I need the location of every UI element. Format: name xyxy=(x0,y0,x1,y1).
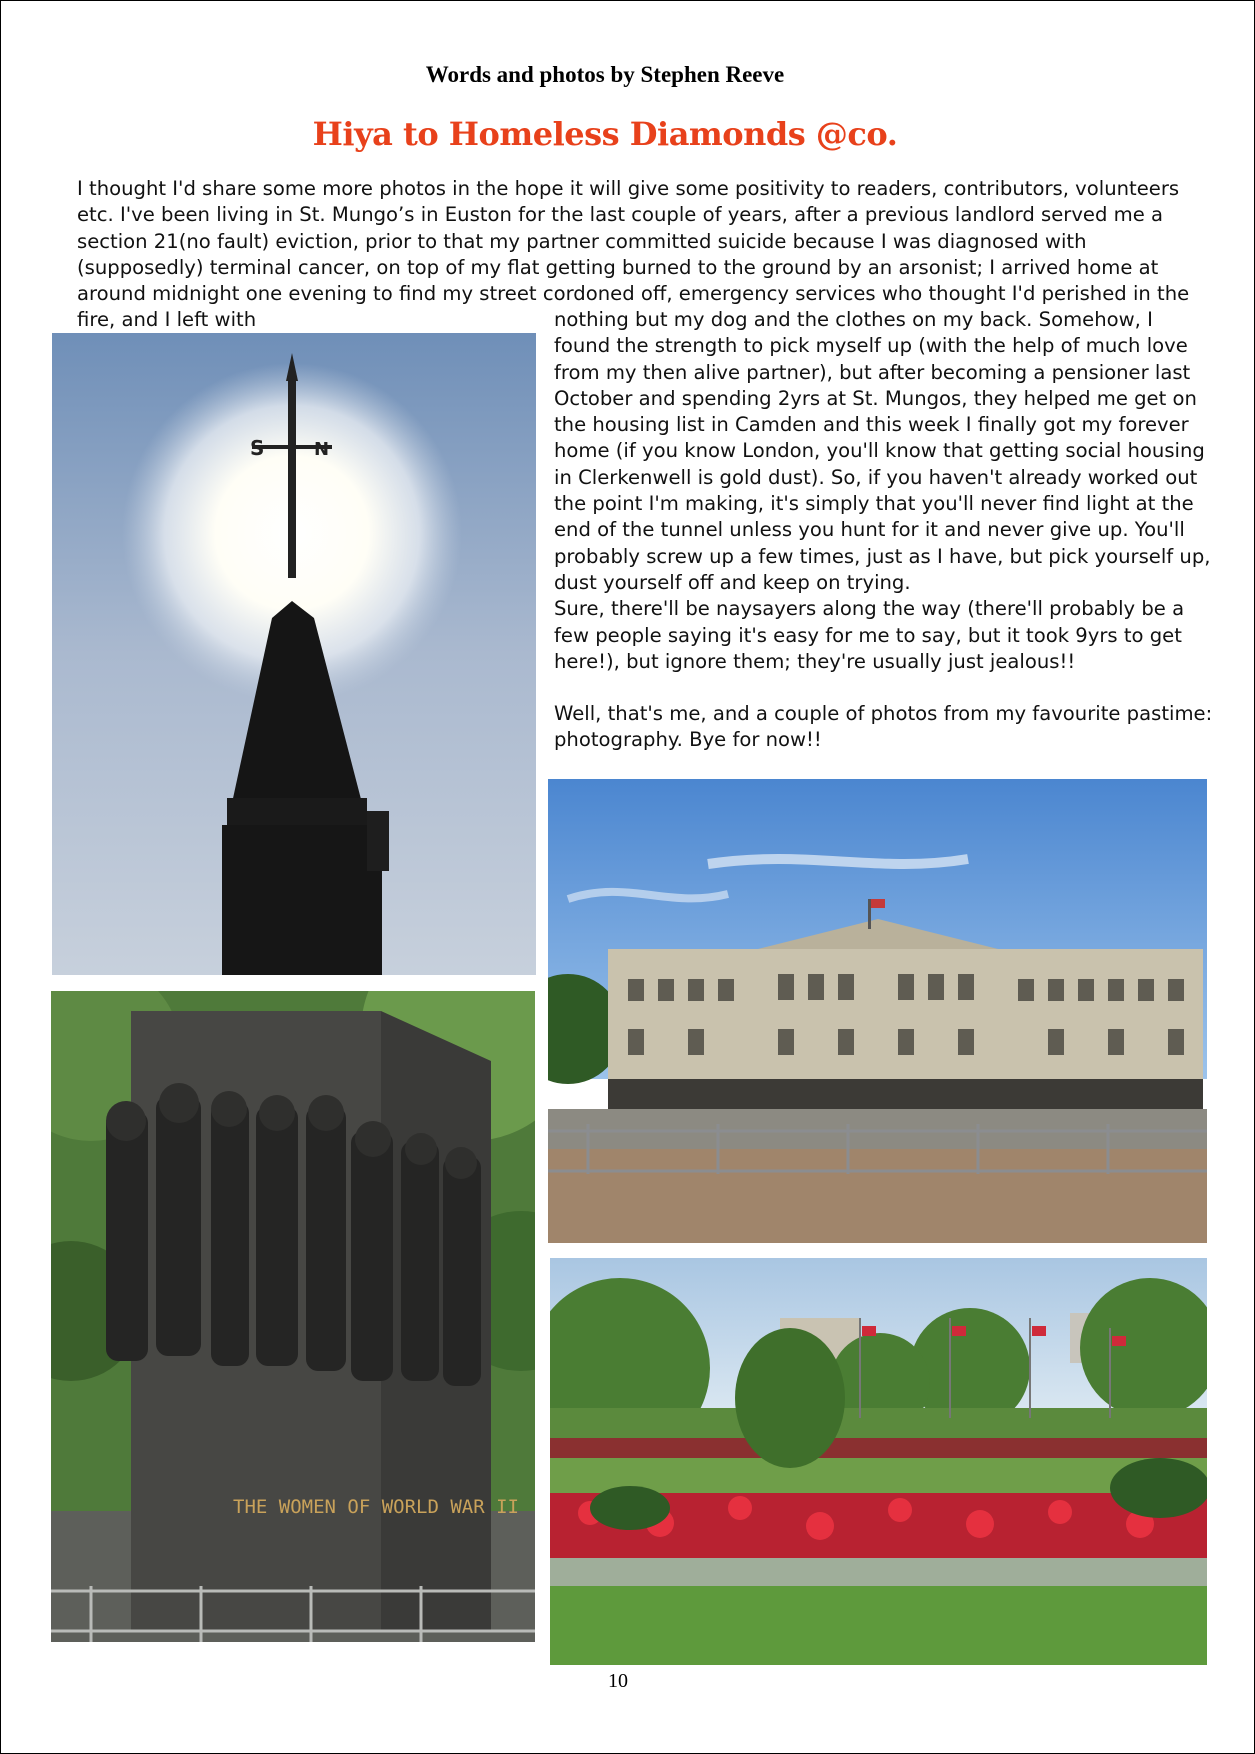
photo-women-of-ww2-memorial xyxy=(51,991,535,1642)
paragraph-continued: nothing but my dog and the clothes on my back. Somehow, I found the strength to pick myself up (with the help of much love from my then alive partner), but after becoming a pensioner last October and spending 2yrs at St. Mungos, they helped me get on the housing list in Camden and this week I finally got my forever home (if you know London, you'll know that getting social housing in Clerkenwell is gold dust). So, if you haven't already worked out the point I'm making, it's simply that you'll never find light at the end of the tunnel unless you hunt for it and never give up. You'll probably screw up a few times, just as I have, but pick yourself up, dust yourself off and keep on trying. xyxy=(554,308,1211,594)
headline: Hiya to Homeless Diamonds @co. xyxy=(312,115,898,153)
paragraph-gap xyxy=(554,675,1214,701)
paragraph-naysayers: Sure, there'll be naysayers along the way (there'll probably be a few people saying it's easy for me to say, but it took 9yrs to get here!), but ignore them; they're usually just jealous!! xyxy=(554,597,1185,673)
photo-flower-gardens xyxy=(550,1258,1207,1665)
photo-church-spire xyxy=(52,333,536,975)
memorial-inscription: THE WOMEN OF WORLD WAR II xyxy=(233,1496,519,1518)
intro-paragraph: I thought I'd share some more photos in the hope it will give some positivity to readers, contributors, volunteers etc. I've been living in St. Mungo’s in Euston for the last couple of years, after a previous landlord served me a section 21(no fault) eviction, prior to that my partner committed suicide because I was diagnosed with (supposedly) terminal cancer, on top of my flat getting burned to the ground by an arsonist; I arrived home at around midnight one evening to find my street cordoned off, emergency services who thought I'd perished in the fire, and I left with xyxy=(77,177,1190,332)
vane-letter-s: S xyxy=(250,436,265,460)
page-number: 10 xyxy=(608,1670,628,1692)
article-continued xyxy=(554,307,1214,754)
paragraph-closing: Well, that's me, and a couple of photos from my favourite pastime: photography. Bye for now!! xyxy=(554,702,1213,752)
vane-letter-n: N xyxy=(314,439,330,460)
byline: Words and photos by Stephen Reeve xyxy=(425,62,785,87)
photo-buckingham-palace xyxy=(548,779,1207,1243)
